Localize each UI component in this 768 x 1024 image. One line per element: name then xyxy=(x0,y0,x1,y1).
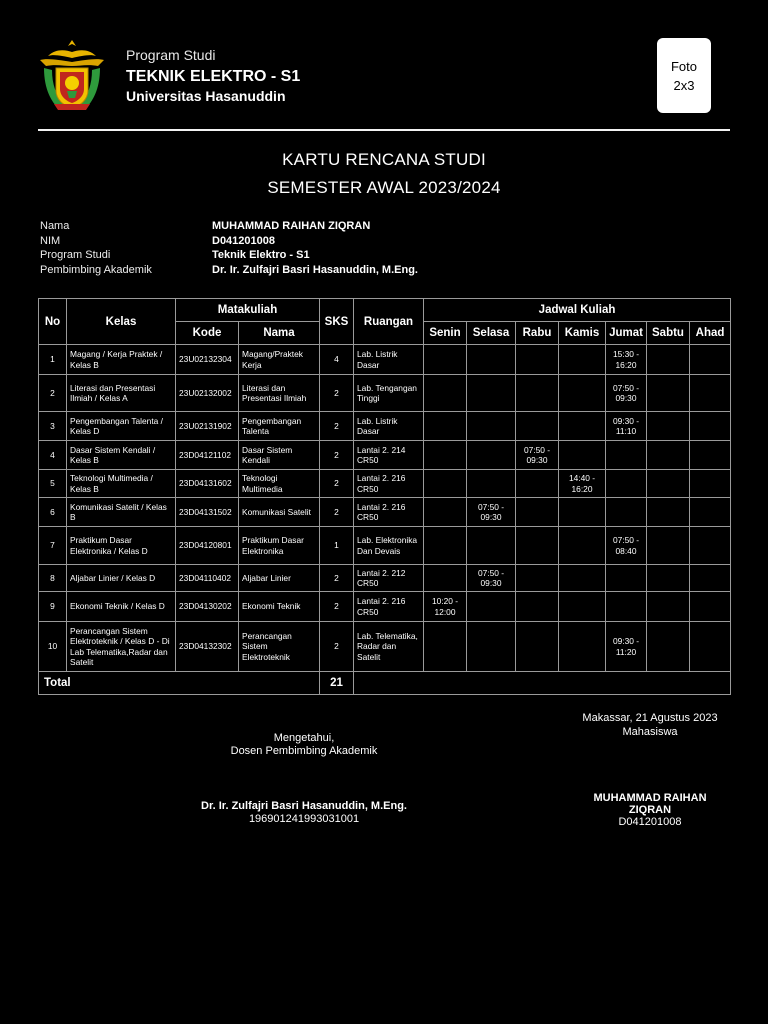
schedule-rabu xyxy=(516,527,559,565)
table-row xyxy=(39,375,731,412)
course-sks: 1 xyxy=(320,527,354,565)
course-name: Teknologi Multimedia xyxy=(239,470,320,498)
total-sks: 21 xyxy=(320,672,354,695)
header-ruangan: Ruangan xyxy=(354,299,424,345)
room: Lantai 2. 216 CR50 xyxy=(354,498,424,527)
schedule-jumat: 09:30 - 11:20 xyxy=(606,622,647,672)
course-sks: 4 xyxy=(320,345,354,375)
info-label: Nama xyxy=(40,220,70,232)
course-name: Pengembangan Talenta xyxy=(239,412,320,441)
table-row xyxy=(39,527,731,565)
schedule-jumat: 07:50 - 08:40 xyxy=(606,527,647,565)
acknowledgement-text: Mengetahui, xyxy=(273,732,335,744)
schedule-sabtu xyxy=(647,470,690,498)
schedule-jumat xyxy=(606,441,647,470)
class-name: Teknologi Multimedia / Kelas B xyxy=(67,470,176,498)
class-name: Komunikasi Satelit / Kelas B xyxy=(67,498,176,527)
schedule-sabtu xyxy=(647,498,690,527)
class-name: Perancangan Sistem Elektroteknik / Kelas D - Di Lab Telematika,Radar dan Satelit xyxy=(67,622,176,672)
course-sks: 2 xyxy=(320,375,354,412)
schedule-sabtu xyxy=(647,345,690,375)
program-name: TEKNIK ELEKTRO - S1 xyxy=(126,68,301,85)
course-code: 23U02131902 xyxy=(176,412,239,441)
schedule-ahad xyxy=(690,470,731,498)
schedule-rabu xyxy=(516,622,559,672)
info-label: Pembimbing Akademik xyxy=(40,264,152,277)
table-row xyxy=(39,345,731,375)
schedule-kamis xyxy=(559,441,606,470)
advisor-role: Dosen Pembimbing Akademik xyxy=(230,745,378,757)
schedule-ahad xyxy=(690,592,731,622)
schedule-senin: 10:20 - 12:00 xyxy=(424,592,467,622)
course-code: 23D04130202 xyxy=(176,592,239,622)
course-sks: 2 xyxy=(320,622,354,672)
schedule-jumat xyxy=(606,565,647,592)
student-info xyxy=(40,219,418,278)
header-day-jumat: Jumat xyxy=(606,322,647,345)
header-day-selasa: Selasa xyxy=(467,322,516,345)
photo-label: Foto xyxy=(670,59,697,74)
schedule-sabtu xyxy=(647,592,690,622)
schedule-selasa: 07:50 - 09:30 xyxy=(467,565,516,592)
schedule-kamis xyxy=(559,345,606,375)
course-sks: 2 xyxy=(320,470,354,498)
table-row xyxy=(39,498,731,527)
schedule-ahad xyxy=(690,412,731,441)
info-label: NIM xyxy=(40,234,61,247)
schedule-senin xyxy=(424,527,467,565)
row-number: 3 xyxy=(39,412,67,441)
table-row xyxy=(39,412,731,441)
total-filler xyxy=(354,672,731,695)
table-row xyxy=(39,592,731,622)
schedule-jumat xyxy=(606,592,647,622)
schedule-kamis xyxy=(559,565,606,592)
info-value: MUHAMMAD RAIHAN ZIQRAN xyxy=(212,220,371,232)
course-sks: 2 xyxy=(320,592,354,622)
room: Lab. Listrik Dasar xyxy=(354,412,424,441)
schedule-kamis xyxy=(559,375,606,412)
info-value: Teknik Elektro - S1 xyxy=(212,249,310,262)
row-number: 9 xyxy=(39,592,67,622)
student-signature xyxy=(580,793,720,829)
schedule-selasa xyxy=(467,470,516,498)
info-row-program xyxy=(40,248,418,263)
schedule-jumat xyxy=(606,470,647,498)
schedule-kamis xyxy=(559,412,606,441)
schedule-selasa: 07:50 - 09:30 xyxy=(467,498,516,527)
schedule-selasa xyxy=(467,412,516,441)
semester-title: SEMESTER AWAL 2023/2024 xyxy=(267,178,501,197)
schedule-rabu xyxy=(516,375,559,412)
course-sks: 2 xyxy=(320,412,354,441)
row-number: 4 xyxy=(39,441,67,470)
schedule-senin xyxy=(424,565,467,592)
schedule-senin xyxy=(424,375,467,412)
header-no: No xyxy=(39,299,67,345)
course-sks: 2 xyxy=(320,565,354,592)
student-place-date-block xyxy=(560,712,740,739)
course-name: Aljabar Linier xyxy=(239,565,320,592)
info-value: D041201008 xyxy=(212,234,276,247)
schedule-rabu xyxy=(516,345,559,375)
header-kode: Kode xyxy=(176,322,239,345)
student-role: Mahasiswa xyxy=(622,726,678,738)
room: Lantai 2. 212 CR50 xyxy=(354,565,424,592)
schedule-jumat: 09:30 - 11:10 xyxy=(606,412,647,441)
class-name: Literasi dan Presentasi Ilmiah / Kelas A xyxy=(67,375,176,412)
schedule-senin xyxy=(424,412,467,441)
schedule-selasa xyxy=(467,375,516,412)
course-name: Praktikum Dasar Elektronika xyxy=(239,527,320,565)
schedule-sabtu xyxy=(647,622,690,672)
table-row xyxy=(39,622,731,672)
total-label: Total xyxy=(39,672,320,695)
class-name: Dasar Sistem Kendali / Kelas B xyxy=(67,441,176,470)
student-id: D041201008 xyxy=(618,816,682,828)
row-number: 6 xyxy=(39,498,67,527)
header-kelas: Kelas xyxy=(67,299,176,345)
schedule-kamis xyxy=(559,592,606,622)
class-name: Ekonomi Teknik / Kelas D xyxy=(67,592,176,622)
schedule-sabtu xyxy=(647,527,690,565)
schedule-ahad xyxy=(690,345,731,375)
photo-size-label: 2x3 xyxy=(673,78,695,93)
schedule-ahad xyxy=(690,441,731,470)
advisor-signature xyxy=(164,800,444,826)
room: Lab. Listrik Dasar xyxy=(354,345,424,375)
university-name: Universitas Hasanuddin xyxy=(126,88,286,104)
header-divider xyxy=(38,129,730,131)
schedule-selasa xyxy=(467,622,516,672)
advisor-name: Dr. Ir. Zulfajri Basri Hasanuddin, M.Eng. xyxy=(201,800,407,812)
schedule-ahad xyxy=(690,622,731,672)
course-name: Komunikasi Satelit xyxy=(239,498,320,527)
schedule-senin xyxy=(424,622,467,672)
header-day-sabtu: Sabtu xyxy=(647,322,690,345)
header-day-kamis: Kamis xyxy=(559,322,606,345)
advisor-id: 196901241993031001 xyxy=(248,813,360,825)
schedule-rabu xyxy=(516,565,559,592)
room: Lab. Telematika, Radar dan Satelit xyxy=(354,622,424,672)
info-label: Program Studi xyxy=(40,249,111,262)
room: Lantai 2. 214 CR50 xyxy=(354,441,424,470)
schedule-selasa xyxy=(467,441,516,470)
header-jadwal: Jadwal Kuliah xyxy=(424,299,731,322)
student-name-line2: ZIQRAN xyxy=(628,803,672,816)
schedule-senin xyxy=(424,470,467,498)
header-day-ahad: Ahad xyxy=(690,322,731,345)
schedule-sabtu xyxy=(647,375,690,412)
course-code: 23D04120801 xyxy=(176,527,239,565)
schedule-kamis xyxy=(559,622,606,672)
schedule-kamis xyxy=(559,498,606,527)
header-nama: Nama xyxy=(239,322,320,345)
schedule-ahad xyxy=(690,375,731,412)
schedule-senin xyxy=(424,441,467,470)
course-code: 23D04132302 xyxy=(176,622,239,672)
room: Lantai 2. 216 CR50 xyxy=(354,470,424,498)
schedule-rabu xyxy=(516,470,559,498)
info-row-nim xyxy=(40,234,418,249)
schedule-rabu xyxy=(516,498,559,527)
schedule-kamis xyxy=(559,527,606,565)
class-name: Praktikum Dasar Elektronika / Kelas D xyxy=(67,527,176,565)
advisor-acknowledgement xyxy=(184,732,424,758)
schedule-sabtu xyxy=(647,441,690,470)
row-number: 1 xyxy=(39,345,67,375)
row-number: 7 xyxy=(39,527,67,565)
course-name: Ekonomi Teknik xyxy=(239,592,320,622)
row-number: 2 xyxy=(39,375,67,412)
schedule-ahad xyxy=(690,498,731,527)
schedule-selasa xyxy=(467,592,516,622)
document-title: KARTU RENCANA STUDI xyxy=(282,150,486,169)
schedule-rabu xyxy=(516,412,559,441)
course-name: Literasi dan Presentasi Ilmiah xyxy=(239,375,320,412)
room: Lantai 2. 216 CR50 xyxy=(354,592,424,622)
course-code: 23D04121102 xyxy=(176,441,239,470)
row-number: 5 xyxy=(39,470,67,498)
university-logo xyxy=(38,38,106,112)
info-value: Dr. Ir. Zulfajri Basri Hasanuddin, M.Eng. xyxy=(212,264,418,277)
header-day-senin: Senin xyxy=(424,322,467,345)
course-sks: 2 xyxy=(320,498,354,527)
class-name: Pengembangan Talenta / Kelas D xyxy=(67,412,176,441)
course-name: Magang/Praktek Kerja xyxy=(239,345,320,375)
row-number: 10 xyxy=(39,622,67,672)
schedule-rabu: 07:50 - 09:30 xyxy=(516,441,559,470)
header-sks: SKS xyxy=(320,299,354,345)
row-number: 8 xyxy=(39,565,67,592)
schedule-selasa xyxy=(467,527,516,565)
room: Lab. Tengangan Tinggi xyxy=(354,375,424,412)
schedule-jumat: 15:30 - 16:20 xyxy=(606,345,647,375)
schedule-rabu xyxy=(516,592,559,622)
course-code: 23D04110402 xyxy=(176,565,239,592)
header-matakuliah: Matakuliah xyxy=(176,299,320,322)
course-code: 23U02132002 xyxy=(176,375,239,412)
course-schedule-table xyxy=(38,298,731,695)
schedule-senin xyxy=(424,498,467,527)
place-date: Makassar, 21 Agustus 2023 xyxy=(582,712,718,724)
schedule-sabtu xyxy=(647,565,690,592)
student-name-line1: MUHAMMAD RAIHAN xyxy=(593,792,707,804)
course-name: Perancangan Sistem Elektroteknik xyxy=(239,622,320,672)
class-name: Magang / Kerja Praktek / Kelas B xyxy=(67,345,176,375)
info-row-advisor xyxy=(40,263,418,278)
table-row xyxy=(39,441,731,470)
schedule-jumat: 07:50 - 09:30 xyxy=(606,375,647,412)
schedule-selasa xyxy=(467,345,516,375)
photo-placeholder xyxy=(657,38,711,113)
schedule-jumat xyxy=(606,498,647,527)
course-name: Dasar Sistem Kendali xyxy=(239,441,320,470)
schedule-sabtu xyxy=(647,412,690,441)
header-day-rabu: Rabu xyxy=(516,322,559,345)
course-code: 23D04131602 xyxy=(176,470,239,498)
header-subtitle: Program Studi xyxy=(126,47,216,63)
table-row xyxy=(39,470,731,498)
schedule-ahad xyxy=(690,565,731,592)
class-name: Aljabar Linier / Kelas D xyxy=(67,565,176,592)
schedule-senin xyxy=(424,345,467,375)
course-code: 23U02132304 xyxy=(176,345,239,375)
room: Lab. Elektronika Dan Devais xyxy=(354,527,424,565)
schedule-kamis: 14:40 - 16:20 xyxy=(559,470,606,498)
schedule-ahad xyxy=(690,527,731,565)
course-sks: 2 xyxy=(320,441,354,470)
info-row-nama xyxy=(40,219,418,234)
table-row xyxy=(39,565,731,592)
course-code: 23D04131502 xyxy=(176,498,239,527)
